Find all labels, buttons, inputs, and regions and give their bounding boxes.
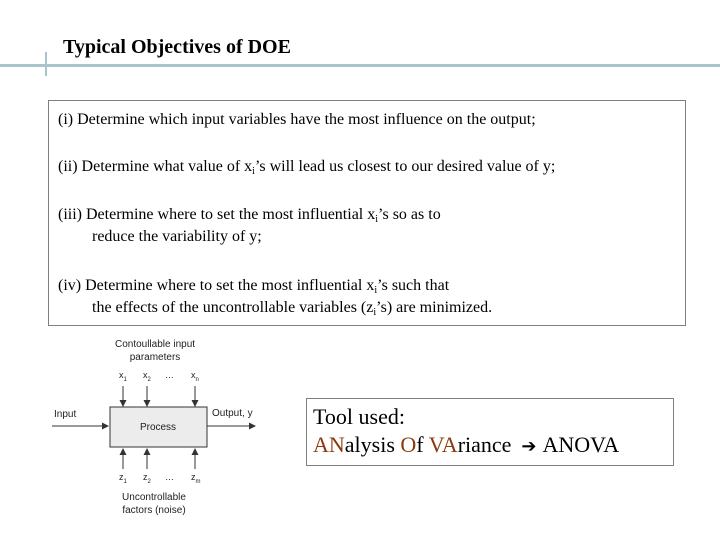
tool-o: O bbox=[400, 432, 417, 457]
controllable-label-1: Contoullable input bbox=[114, 339, 196, 350]
objective-2 bbox=[58, 156, 555, 178]
objective-4-text-b: ’s such that bbox=[377, 277, 450, 294]
controllable-label-2: parameters bbox=[129, 352, 181, 363]
objectives-box bbox=[48, 100, 686, 326]
xn-label: $x_n$ bbox=[191, 370, 199, 383]
tool-used-heading: Tool used: bbox=[313, 404, 405, 429]
x-dots: … bbox=[165, 370, 174, 380]
z2-label: $z_2$ bbox=[143, 472, 151, 485]
objective-4-line2-a: the effects of the uncontrollable variables (z bbox=[92, 299, 374, 316]
x1-label: $x_1$ bbox=[119, 370, 127, 383]
tool-result: ANOVA bbox=[542, 432, 620, 457]
objective-3-sub: i bbox=[375, 214, 379, 225]
objective-4-line2-b: ’s) are minimized. bbox=[376, 299, 493, 316]
objective-4-sub2: i bbox=[373, 307, 377, 318]
slide-title: Typical Objectives of DOE bbox=[63, 36, 291, 58]
x2-label: $x_2$ bbox=[143, 370, 151, 383]
output-label: Output, y bbox=[212, 408, 253, 419]
objective-4 bbox=[58, 275, 492, 319]
tool-va: VA bbox=[428, 432, 458, 457]
uncontrollable-label-2: factors (noise) bbox=[122, 505, 186, 516]
title-tick-mark bbox=[45, 52, 47, 76]
z1-label: $z_1$ bbox=[119, 472, 127, 485]
tool-used-method bbox=[313, 431, 667, 460]
process-diagram bbox=[50, 334, 275, 524]
process-label: Process bbox=[139, 422, 177, 433]
tool-used-box bbox=[306, 398, 674, 466]
objective-2-text-b: ’s will lead us closest to our desired value of y; bbox=[254, 158, 556, 175]
tool-alysis: alysis bbox=[344, 432, 401, 457]
uncontrollable-label-1: Uncontrollable bbox=[122, 492, 186, 503]
objective-4-text-a: (iv) Determine where to set the most influential x bbox=[58, 277, 375, 294]
right-arrow-icon: ➔ bbox=[521, 436, 537, 456]
zm-label: $z_m$ bbox=[191, 472, 201, 485]
objective-3-continuation: reduce the variability of y; bbox=[92, 228, 262, 245]
objective-4-continuation bbox=[58, 297, 492, 319]
objective-4-sub: i bbox=[374, 285, 378, 296]
objective-2-text-a: (ii) Determine what value of x bbox=[58, 158, 253, 175]
objective-3-text-b: ’s so as to bbox=[378, 206, 441, 223]
objective-1 bbox=[58, 109, 536, 131]
objective-3-text-a: (iii) Determine where to set the most influential x bbox=[58, 206, 376, 223]
tool-f: f bbox=[416, 432, 429, 457]
objective-3 bbox=[58, 204, 441, 248]
objective-2-sub: i bbox=[252, 166, 255, 177]
objective-1-text: (i) Determine which input variables have the most influence on the output; bbox=[58, 111, 536, 128]
input-label: Input bbox=[54, 409, 77, 420]
tool-an: AN bbox=[313, 432, 345, 457]
title-underline bbox=[0, 64, 720, 67]
z-dots: … bbox=[165, 472, 174, 482]
tool-riance: riance bbox=[457, 432, 512, 457]
